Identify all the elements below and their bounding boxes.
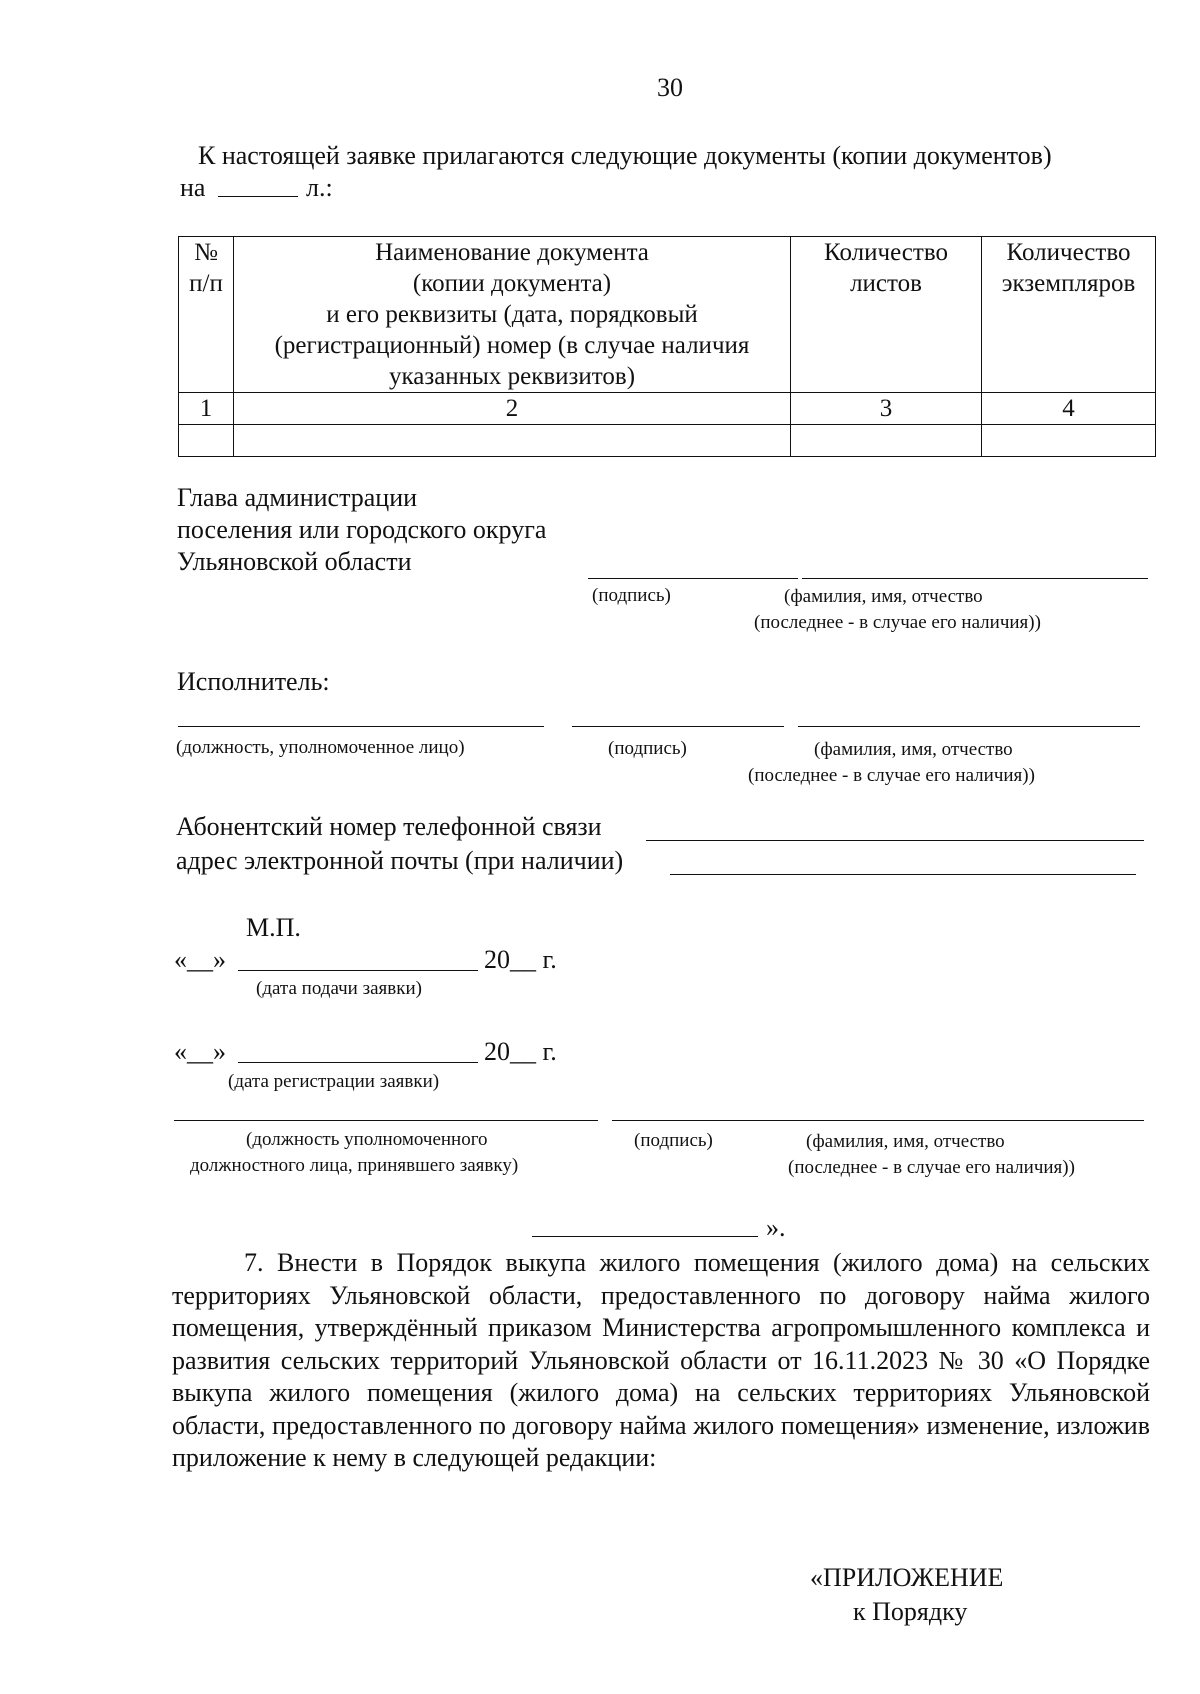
- head-name-caption-2: (последнее - в случае его наличия)): [754, 612, 1041, 633]
- phone-input-line[interactable]: [646, 840, 1144, 841]
- executor-label: Исполнитель:: [177, 667, 330, 696]
- table-header-row: [179, 237, 1156, 393]
- header-text: Наименование документа: [375, 239, 649, 266]
- empty-cell[interactable]: [179, 425, 234, 457]
- header-text: экземпляров: [1001, 270, 1136, 297]
- executor-position-caption: (должность, уполномоченное лицо): [176, 737, 465, 758]
- header-sheets: [791, 237, 982, 393]
- official-name-caption-1: (фамилия, имя, отчество: [806, 1131, 1005, 1152]
- intro-line-1: К настоящей заявке прилагаются следующие документы (копии документов): [198, 141, 1052, 170]
- submit-year: 20__ г.: [484, 945, 557, 974]
- executor-signature-line[interactable]: [572, 726, 784, 727]
- item-7-paragraph: 7. Внести в Порядок выкупа жилого помещения (жилого дома) на сельских территориях Ульяновской области, предоставленного по договору найма жилого помещения, утверждённый приказом Министерства агропромышленного комплекса и развития сельских территорий Ульяновской области от 16.11.2023 № 30 «О Порядке выкупа жилого помещения (жилого дома) на сельских территориях Ульяновской области, предоставленного по договору найма жилого помещения» изменение, изложив приложение к нему в следующей редакции:: [172, 1248, 1150, 1472]
- submit-month-line[interactable]: [238, 970, 478, 971]
- official-position-caption-1: (должность уполномоченного: [246, 1129, 488, 1150]
- column-number-1: 1: [179, 393, 234, 425]
- header-text: п/п: [189, 270, 223, 297]
- official-name-line[interactable]: [808, 1120, 1144, 1121]
- phone-label: Абонентский номер телефонной связи: [176, 812, 602, 841]
- head-line-1: Глава администрации: [177, 483, 418, 512]
- stamp-place-label: М.П.: [246, 913, 301, 942]
- submit-day-quote: «__»: [174, 945, 226, 974]
- header-text: (копии документа): [412, 270, 612, 297]
- head-name-line[interactable]: [802, 578, 1148, 579]
- column-number-3: 3: [791, 393, 982, 425]
- empty-cell[interactable]: [234, 425, 791, 457]
- appendix-subtitle: к Порядку: [853, 1597, 968, 1626]
- header-text: указанных реквизитов): [388, 363, 636, 390]
- documents-table: [178, 236, 1156, 457]
- head-line-2: поселения или городского округа: [177, 515, 547, 544]
- header-copies: [982, 237, 1156, 393]
- official-signature-line[interactable]: [612, 1120, 808, 1121]
- executor-position-line[interactable]: [178, 726, 544, 727]
- email-label: адрес электронной почты (при наличии): [176, 846, 624, 875]
- closing-quote-mark: ».: [766, 1213, 786, 1242]
- executor-name-caption-1: (фамилия, имя, отчество: [814, 739, 1013, 760]
- column-number-4: 4: [982, 393, 1156, 425]
- email-input-line[interactable]: [670, 874, 1136, 875]
- register-date-caption: (дата регистрации заявки): [228, 1071, 440, 1092]
- header-number: [179, 237, 234, 393]
- head-signature-caption: (подпись): [592, 585, 671, 606]
- header-document-name: [234, 237, 791, 393]
- header-text: листов: [850, 270, 922, 297]
- executor-signature-caption: (подпись): [608, 738, 687, 759]
- header-text: Количество: [1006, 239, 1131, 266]
- table-numbers-row: [179, 393, 1156, 425]
- appendix-title: «ПРИЛОЖЕНИЕ: [810, 1563, 1004, 1592]
- header-text: Количество: [824, 239, 948, 266]
- head-signature-line[interactable]: [588, 578, 798, 579]
- head-line-3: Ульяновской области: [177, 547, 412, 576]
- executor-name-caption-2: (последнее - в случае его наличия)): [748, 765, 1035, 786]
- header-text: (регистрационный) номер (в случае наличия: [274, 332, 750, 359]
- executor-name-line[interactable]: [798, 726, 1140, 727]
- table-empty-row: [179, 425, 1156, 457]
- official-position-line[interactable]: [174, 1120, 598, 1121]
- closing-blank-line[interactable]: [532, 1236, 758, 1237]
- official-position-caption-2: должностного лица, принявшего заявку): [190, 1155, 519, 1176]
- submit-date-caption: (дата подачи заявки): [256, 978, 422, 999]
- register-day-quote: «__»: [174, 1037, 226, 1066]
- page-number: 30: [657, 73, 683, 102]
- empty-cell[interactable]: [791, 425, 982, 457]
- official-name-caption-2: (последнее - в случае его наличия)): [788, 1157, 1075, 1178]
- register-year: 20__ г.: [484, 1037, 557, 1066]
- column-number-2: 2: [234, 393, 791, 425]
- empty-cell[interactable]: [982, 425, 1156, 457]
- register-month-line[interactable]: [238, 1062, 478, 1063]
- header-text: №: [194, 239, 218, 266]
- intro-line-2-prefix: на: [180, 173, 206, 202]
- official-signature-caption: (подпись): [634, 1130, 713, 1151]
- sheets-count-blank[interactable]: [218, 196, 298, 197]
- head-name-caption-1: (фамилия, имя, отчество: [784, 586, 983, 607]
- intro-line-2-suffix: л.:: [306, 173, 333, 202]
- header-text: и его реквизиты (дата, порядковый: [326, 301, 698, 328]
